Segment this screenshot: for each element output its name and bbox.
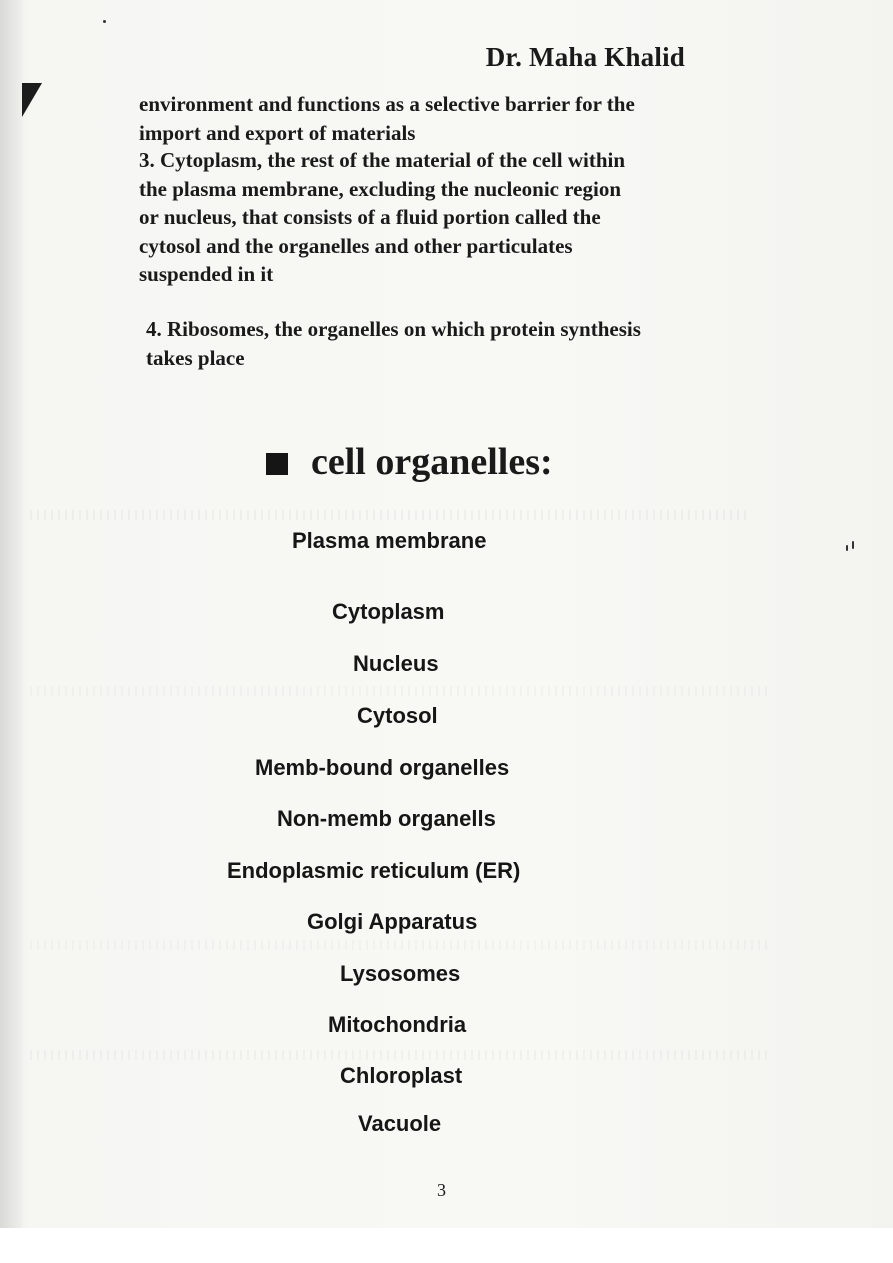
scan-speck <box>103 20 106 23</box>
corner-mark <box>22 83 42 117</box>
scan-speck <box>846 545 848 551</box>
author-header: Dr. Maha Khalid <box>485 42 685 72</box>
organelle-item: Memb-bound organelles <box>255 755 510 780</box>
organelle-item: Cytosol <box>357 703 438 728</box>
square-bullet-icon <box>266 453 288 475</box>
scan-noise <box>30 1050 770 1060</box>
text-line: import and export of materials <box>139 120 416 145</box>
scan-speck <box>852 541 854 549</box>
organelle-item: Non-memb organells <box>277 806 496 831</box>
text-line: environment and functions as a selective barrier for the <box>139 92 635 116</box>
paragraph-membrane-continued <box>139 90 719 147</box>
section-heading <box>266 440 553 484</box>
paragraph-ribosomes <box>146 315 726 372</box>
text-line: takes place <box>146 345 245 370</box>
organelle-item: Mitochondria <box>328 1012 467 1037</box>
organelle-item: Plasma membrane <box>292 528 487 553</box>
scan-left-shadow <box>0 0 22 1263</box>
organelle-item: Golgi Apparatus <box>307 909 478 934</box>
organelle-item: Vacuole <box>358 1111 442 1136</box>
text-line: 4. Ribosomes, the organelles on which protein synthesis <box>146 317 641 341</box>
text-line: cytosol and the organelles and other particulates <box>139 233 573 258</box>
section-heading-text: cell organelles: <box>311 441 553 483</box>
scan-noise <box>30 686 770 696</box>
scan-bottom-edge <box>0 1228 893 1263</box>
paragraph-cytoplasm <box>139 146 719 289</box>
text-line: suspended in it <box>139 262 274 286</box>
page-number: 3 <box>437 1180 446 1200</box>
organelle-item: Cytoplasm <box>332 599 445 624</box>
text-line: the plasma membrane, excluding the nucleonic region <box>139 176 622 201</box>
text-line: 3. Cytoplasm, the rest of the material of the cell within <box>139 148 626 172</box>
organelle-item: Chloroplast <box>340 1063 463 1088</box>
scan-noise <box>30 940 770 950</box>
text-line: or nucleus, that consists of a fluid portion called the <box>139 205 601 229</box>
organelle-item: Nucleus <box>353 651 439 676</box>
scan-noise <box>30 510 750 520</box>
organelle-item: Lysosomes <box>340 961 461 986</box>
organelle-item: Endoplasmic reticulum (ER) <box>227 858 521 883</box>
